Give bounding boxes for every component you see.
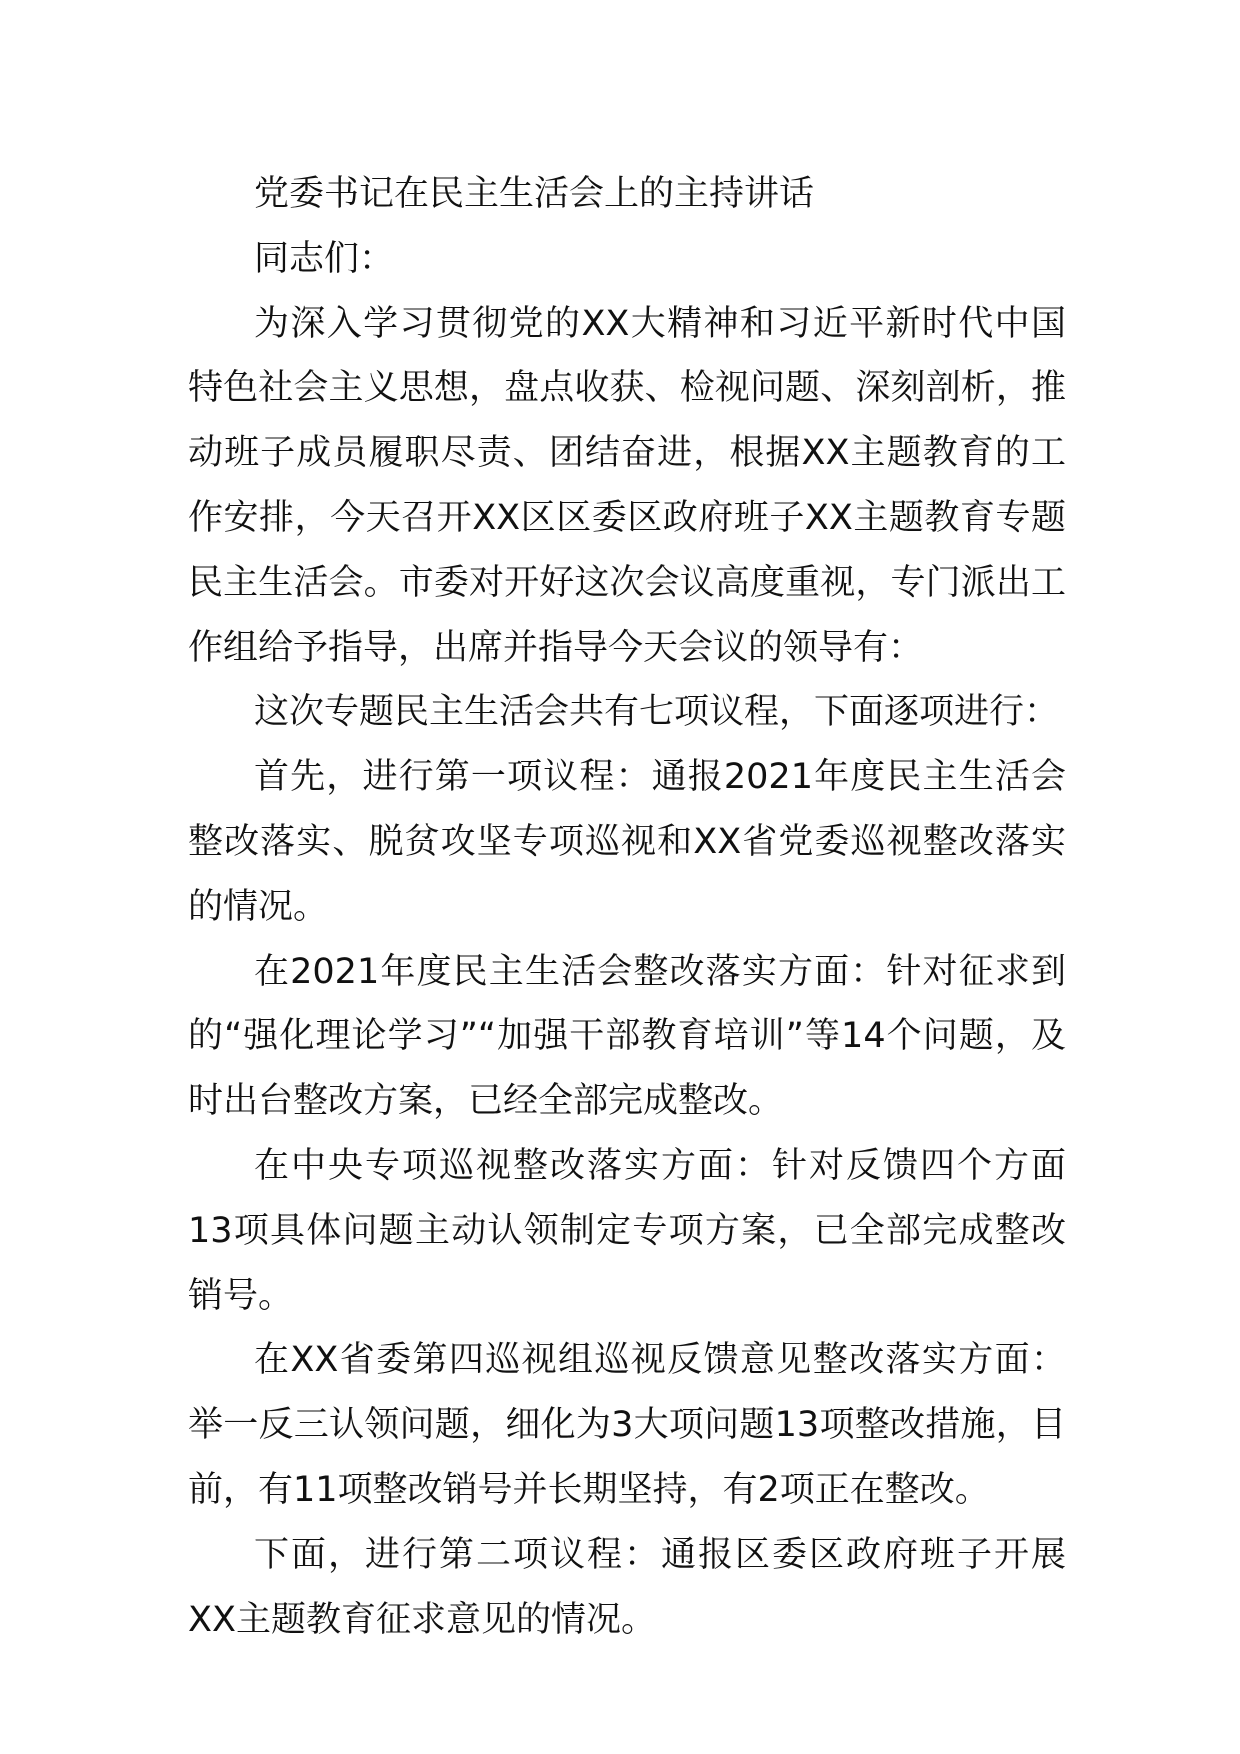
paragraph-first-item: 首先，进行第一项议程：通报2021年度民主生活会整改落实、脱贫攻坚专项巡视和XX省党委巡视整改落实的情况。 [188, 757, 1066, 927]
paragraph-rectification-2021: 在2021年度民主生活会整改落实方面：针对征求到的“强化理论学习”“加强干部教育培训”等14个问题，及时出台整改方案，已经全部完成整改。 [188, 951, 1066, 1122]
paragraph-second-item: 下面，进行第二项议程：通报区委区政府班子开展XX主题教育征求意见的情况。 [188, 1534, 1066, 1640]
document-body [188, 162, 1066, 1652]
paragraph-provincial-inspection: 在XX省委第四巡视组巡视反馈意见整改落实方面：举一反三认领问题，细化为3大项问题13项整改措施，目前，有11项整改销号并长期坚持，有2项正在整改。 [188, 1340, 1066, 1510]
paragraph-central-inspection: 在中央专项巡视整改落实方面：针对反馈四个方面13项具体问题主动认领制定专项方案，已全部完成整改销号。 [188, 1145, 1066, 1316]
paragraph-agenda: 这次专题民主生活会共有七项议程，下面逐项进行： [254, 692, 1060, 733]
paragraph-introduction: 为深入学习贯彻党的XX大精神和习近平新时代中国特色社会主义思想，盘点收获、检视问题、深刻剖析，推动班子成员履职尽责、团结奋进，根据XX主题教育的工作安排，今天召开XX区区委区政府班子XX主题教育专题民主生活会。市委对开好这次会议高度重视，专门派出工作组给予指导，出席并指导今天会议的领导有： [188, 303, 1066, 668]
document-title: 党委书记在民主生活会上的主持讲话 [254, 174, 815, 214]
paragraph-salutation: 同志们： [254, 238, 395, 279]
